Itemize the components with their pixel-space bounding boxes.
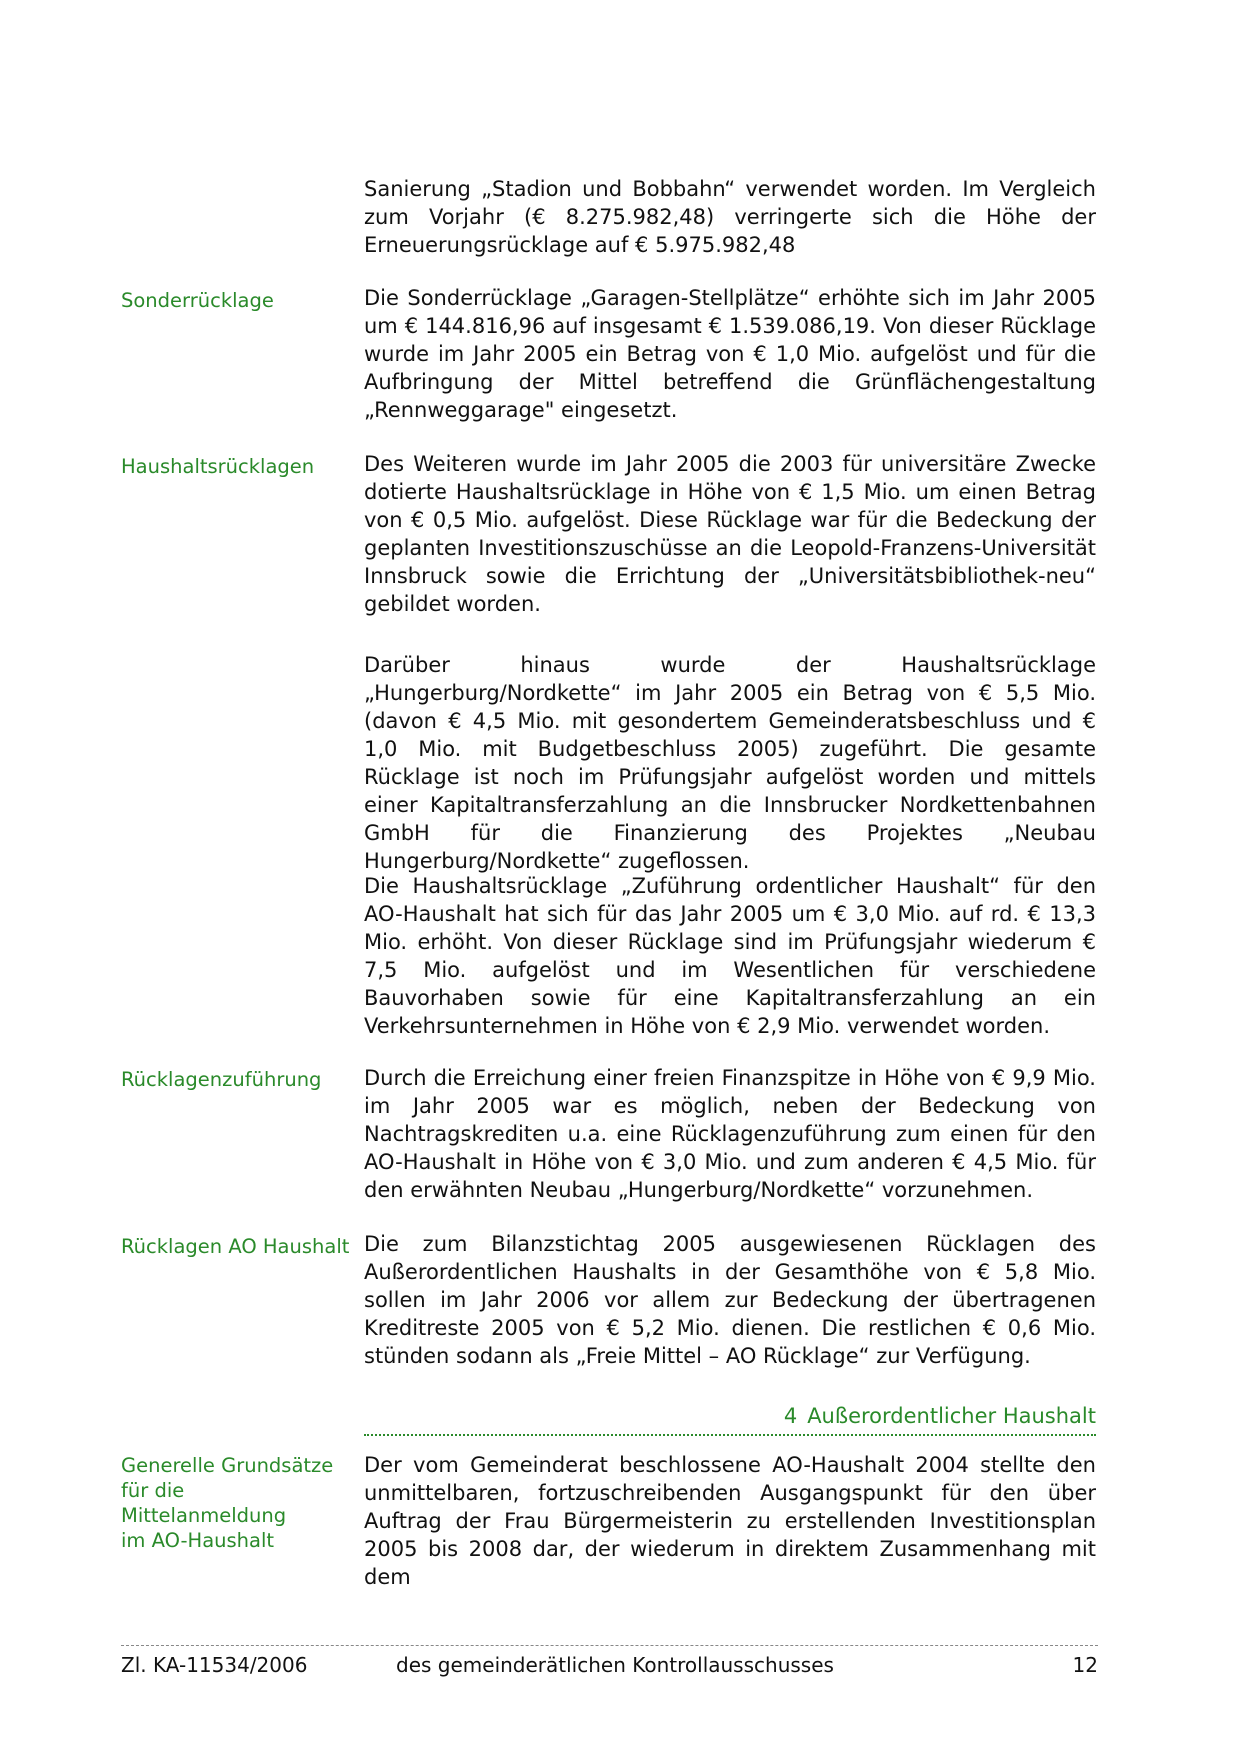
footer-reference: Zl. KA-11534/2006 <box>121 1653 308 1677</box>
paragraph-text: Darüber hinaus wurde der Haushaltsrücklage „Hungerburg/Nordkette“ im Jahr 2005 ein Betrag von € 5,5 Mio. (davon € 4,5 Mio. mit gesondertem Gemeinderatsbeschluss und € 1,0 Mio. mit Budgetbeschluss 2005) zugeführt. Die gesamte Rücklage ist noch im Prüfungsjahr aufgelöst worden und mittels einer Kapitaltransferzahlung an die Innsbrucker Nordkettenbahnen GmbH für die Finanzierung des Projektes „Neubau Hungerburg/Nordkette“ zugeflossen. <box>364 653 1096 873</box>
chapter-heading <box>364 1402 1096 1430</box>
paragraph-text: Der vom Gemeinderat beschlossene AO-Haushalt 2004 stellte den unmittelbaren, fortzuschreibenden Ausgangspunkt für den über Auftrag der Frau Bürgermeisterin zu erstellenden Investitionsplan 2005 bis 2008 dar, der wiederum in direktem Zusammenhang mit dem <box>364 1453 1096 1589</box>
chapter-number: 4 <box>783 1404 798 1428</box>
paragraph-text: Des Weiteren wurde im Jahr 2005 die 2003 für universitäre Zwecke dotierte Haushaltsrücklage in Höhe von € 1,5 Mio. um einen Betrag von € 0,5 Mio. aufgelöst. Diese Rücklage war für die Bedeckung der geplanten Investitionszuschüsse an die Leopold-Franzens-Universität Innsbruck sowie die Errichtung der „Universitätsbibliothek-neu“ gebildet worden. <box>364 452 1096 616</box>
page-number: 12 <box>1072 1653 1098 1677</box>
paragraph-text: Die zum Bilanzstichtag 2005 ausgewiesenen Rücklagen des Außerordentlichen Haushalts in der Gesamthöhe von € 5,8 Mio. sollen im Jahr 2006 vor allem zur Bedeckung der übertragenen Kreditreste 2005 von € 5,2 Mio. dienen. Die restlichen € 0,6 Mio. stünden sodann als „Freie Mittel – AO Rücklage“ zur Verfügung. <box>364 1232 1096 1368</box>
footer-title: des gemeinderätlichen Kontrollausschusses <box>396 1653 834 1677</box>
chapter-title: Außerordentlicher Haushalt <box>807 1404 1096 1428</box>
margin-label: Sonderrücklage <box>121 289 274 312</box>
paragraph-text: Die Sonderrücklage „Garagen-Stellplätze“ erhöhte sich im Jahr 2005 um € 144.816,96 auf insgesamt € 1.539.086,19. Von dieser Rücklage wurde im Jahr 2005 ein Betrag von € 1,0 Mio. aufgelöst und für die Aufbringung der Mittel betreffend die Grünflächengestaltung „Rennweggarage" eingesetzt. <box>364 286 1096 422</box>
margin-label: Rücklagen AO Haushalt <box>121 1235 350 1258</box>
margin-label: Rücklagenzuführung <box>121 1068 322 1091</box>
paragraph-text: Sanierung „Stadion und Bobbahn“ verwendet worden. Im Vergleich zum Vorjahr (€ 8.275.982,48) verringerte sich die Höhe der Erneuerungsrücklage auf € 5.975.982,48 <box>364 177 1096 257</box>
chapter-divider <box>364 1434 1096 1436</box>
margin-label: Generelle Grundsätze für die Mittelanmeldung im AO-Haushalt <box>121 1454 334 1552</box>
margin-label: Haushaltsrücklagen <box>121 455 315 478</box>
paragraph-text: Durch die Erreichung einer freien Finanzspitze in Höhe von € 9,9 Mio. im Jahr 2005 war es möglich, neben der Bedeckung von Nachtragskrediten u.a. eine Rücklagenzuführung zum einen für den AO-Haushalt in Höhe von € 3,0 Mio. und zum anderen € 4,5 Mio. für den erwähnten Neubau „Hungerburg/Nordkette“ vorzunehmen. <box>364 1066 1096 1202</box>
paragraph-text: Die Haushaltsrücklage „Zuführung ordentlicher Haushalt“ für den AO-Haushalt hat sich für das Jahr 2005 um € 3,0 Mio. auf rd. € 13,3 Mio. erhöht. Von dieser Rücklage sind im Prüfungsjahr wiederum € 7,5 Mio. aufgelöst und im Wesentlichen für verschiedene Bauvorhaben sowie für eine Kapitaltransferzahlung an ein Verkehrsunternehmen in Höhe von € 2,9 Mio. verwendet worden. <box>364 874 1096 1038</box>
footer-divider <box>121 1645 1098 1646</box>
